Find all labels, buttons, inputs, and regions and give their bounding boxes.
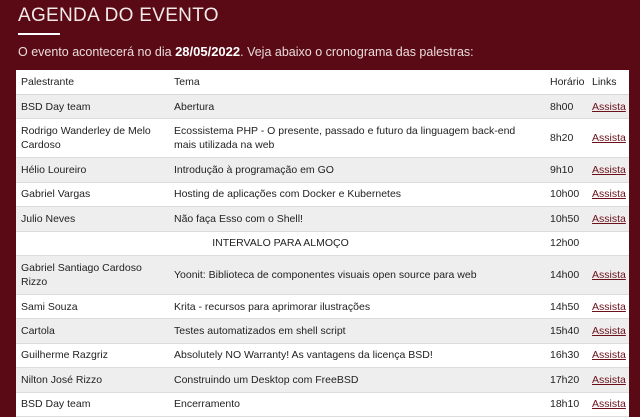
time-cell: 16h30	[545, 343, 587, 367]
schedule-table	[16, 70, 629, 417]
speaker-cell: Gabriel Vargas	[16, 182, 169, 206]
topic-cell: Krita - recursos para aprimorar ilustrações	[169, 294, 545, 318]
time-cell: 12h00	[545, 231, 587, 255]
topic-cell: Absolutely NO Warranty! As vantagens da licença BSD!	[169, 343, 545, 367]
table-row	[16, 368, 629, 392]
link-cell	[587, 158, 629, 182]
time-cell: 10h00	[545, 182, 587, 206]
watch-link[interactable]: Assista	[592, 132, 626, 145]
watch-link[interactable]: Assista	[592, 164, 626, 177]
column-header-speaker: Palestrante	[16, 70, 169, 95]
speaker-cell: BSD Day team	[16, 392, 169, 416]
watch-link[interactable]: Assista	[592, 373, 626, 386]
title-underline	[18, 33, 60, 35]
schedule-table-container	[16, 70, 629, 411]
watch-link[interactable]: Assista	[592, 398, 626, 411]
table-row-interval	[16, 231, 629, 255]
table-row	[16, 343, 629, 367]
watch-link[interactable]: Assista	[592, 300, 626, 313]
link-cell	[587, 294, 629, 318]
watch-link[interactable]: Assista	[592, 268, 626, 281]
topic-cell: Abertura	[169, 95, 545, 119]
time-cell: 17h20	[545, 368, 587, 392]
link-cell	[587, 392, 629, 416]
column-header-links: Links	[587, 70, 629, 95]
watch-link[interactable]: Assista	[592, 325, 626, 338]
table-row	[16, 207, 629, 231]
link-cell	[587, 255, 629, 294]
time-cell: 8h20	[545, 119, 587, 158]
topic-cell: Yoonit: Biblioteca de componentes visuais open source para web	[169, 255, 545, 294]
time-cell: 18h10	[545, 392, 587, 416]
intro-prefix: O evento acontecerá no dia	[18, 45, 176, 59]
watch-link[interactable]: Assista	[592, 212, 626, 225]
intro-suffix: . Veja abaixo o cronograma das palestras:	[240, 45, 474, 59]
speaker-cell: BSD Day team	[16, 95, 169, 119]
speaker-cell: Hélio Loureiro	[16, 158, 169, 182]
time-cell: 10h50	[545, 207, 587, 231]
link-cell	[587, 207, 629, 231]
table-row	[16, 95, 629, 119]
topic-cell: Testes automatizados em shell script	[169, 319, 545, 343]
table-row	[16, 158, 629, 182]
link-cell-empty	[587, 231, 629, 255]
event-intro	[18, 44, 474, 59]
watch-link[interactable]: Assista	[592, 349, 626, 362]
time-cell: 8h00	[545, 95, 587, 119]
speaker-cell: Rodrigo Wanderley de Melo Cardoso	[16, 119, 169, 158]
speaker-cell: Julio Neves	[16, 207, 169, 231]
watch-link[interactable]: Assista	[592, 188, 626, 201]
topic-cell: Introdução à programação em GO	[169, 158, 545, 182]
topic-cell: Não faça Esso com o Shell!	[169, 207, 545, 231]
link-cell	[587, 119, 629, 158]
table-row	[16, 392, 629, 416]
link-cell	[587, 319, 629, 343]
table-row	[16, 182, 629, 206]
table-row	[16, 255, 629, 294]
column-header-time: Horário	[545, 70, 587, 95]
table-row	[16, 319, 629, 343]
link-cell	[587, 343, 629, 367]
watch-link[interactable]: Assista	[592, 100, 626, 113]
speaker-cell: Gabriel Santiago Cardoso Rizzo	[16, 255, 169, 294]
speaker-cell: Cartola	[16, 319, 169, 343]
table-row	[16, 119, 629, 158]
event-date: 28/05/2022	[175, 44, 241, 59]
schedule-table-body	[16, 95, 629, 417]
time-cell: 14h50	[545, 294, 587, 318]
time-cell: 14h00	[545, 255, 587, 294]
link-cell	[587, 182, 629, 206]
link-cell	[587, 95, 629, 119]
speaker-cell: Nilton José Rizzo	[16, 368, 169, 392]
table-row	[16, 294, 629, 318]
topic-cell: Ecossistema PHP - O presente, passado e futuro da linguagem back-end mais utilizada na web	[169, 119, 545, 158]
table-header-row	[16, 70, 629, 95]
speaker-cell: Guilherme Razgriz	[16, 343, 169, 367]
link-cell	[587, 368, 629, 392]
topic-cell: Encerramento	[169, 392, 545, 416]
speaker-cell: Sami Souza	[16, 294, 169, 318]
topic-cell: Construindo um Desktop com FreeBSD	[169, 368, 545, 392]
page-title: AGENDA DO EVENTO	[18, 5, 219, 26]
interval-cell: INTERVALO PARA ALMOÇO	[16, 231, 545, 255]
column-header-topic: Tema	[169, 70, 545, 95]
time-cell: 15h40	[545, 319, 587, 343]
time-cell: 9h10	[545, 158, 587, 182]
topic-cell: Hosting de aplicações com Docker e Kubernetes	[169, 182, 545, 206]
